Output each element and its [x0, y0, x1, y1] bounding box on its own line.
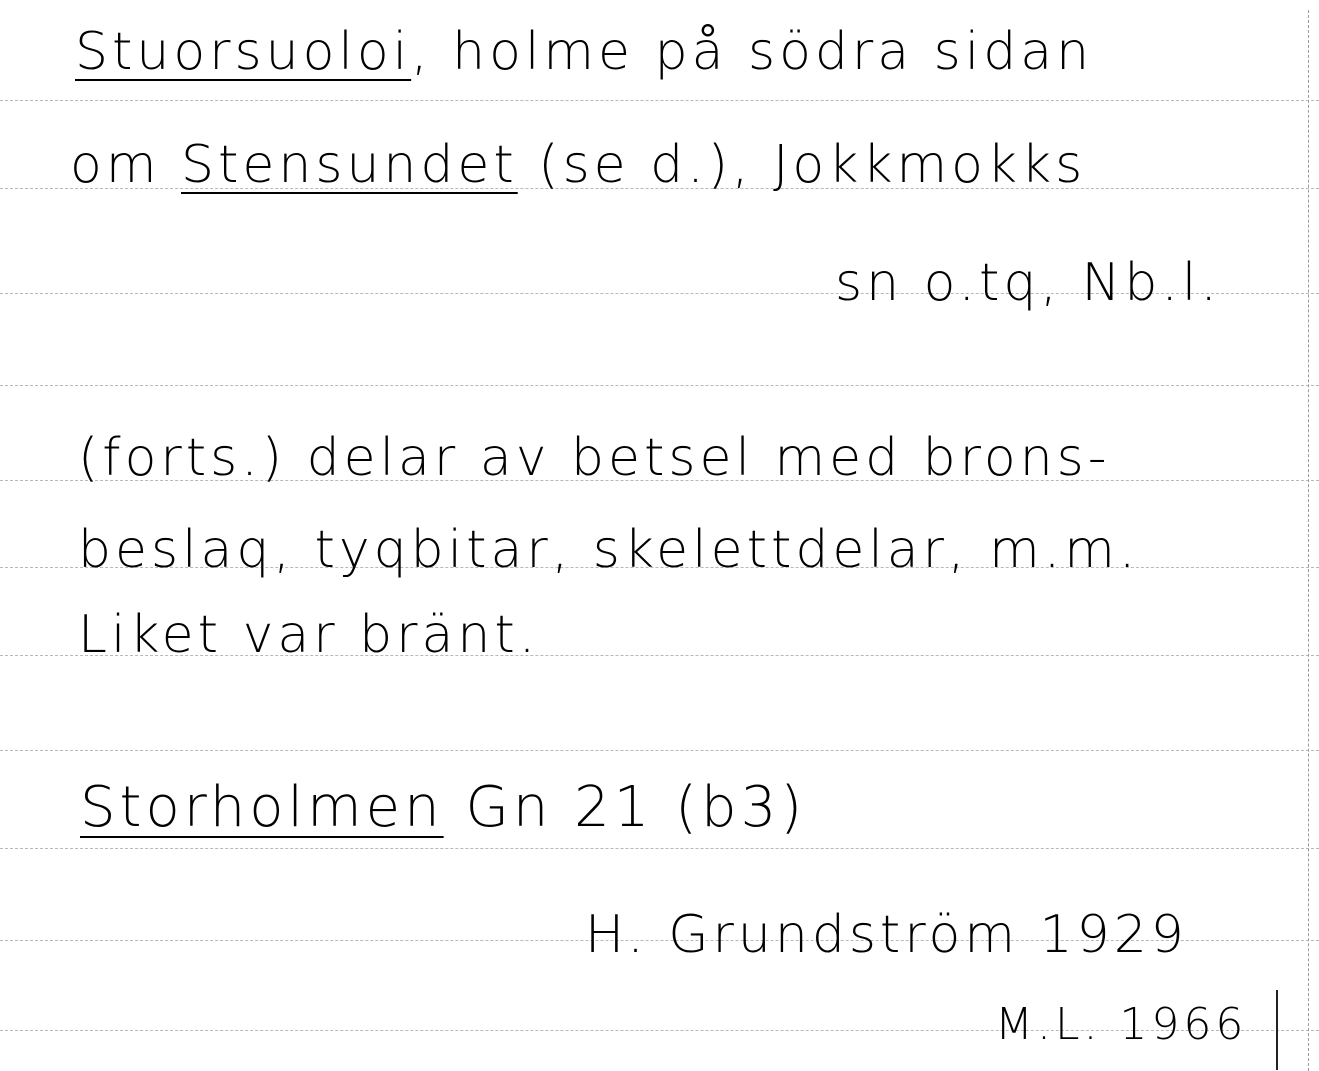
- parish-reference: sn o.tq, Nb.l.: [835, 253, 1221, 313]
- parish-text: (se d.), Jokkmokks: [538, 135, 1087, 195]
- ruled-line: [0, 750, 1319, 751]
- body-line-3: Liket var bränt.: [78, 605, 540, 665]
- entry-prefix: om: [70, 135, 161, 195]
- margin-stroke: [1276, 990, 1278, 1070]
- body-line-1: (forts.) delar av betsel med brons-: [78, 428, 1111, 488]
- location-line: [80, 775, 807, 840]
- ruled-line: [0, 100, 1319, 101]
- location-reference: Gn 21 (b3): [465, 775, 807, 840]
- reference-place: Stensundet: [181, 135, 518, 195]
- body-line-2: beslaq, tyqbitar, skelettdelar, m.m.: [78, 520, 1140, 580]
- entry-line-1: [75, 22, 1093, 82]
- margin-line: [1308, 10, 1309, 1071]
- collector-signature: H. Grundström 1929: [585, 905, 1188, 965]
- entry-line-2: [70, 135, 1086, 195]
- entry-description: , holme på södra sidan: [411, 22, 1094, 82]
- archive-mark: M.L. 1966: [995, 999, 1248, 1050]
- headword: Stuorsuoloi: [75, 22, 412, 82]
- ruled-line: [0, 848, 1319, 849]
- location-name: Storholmen: [80, 775, 444, 840]
- ruled-line: [0, 385, 1319, 386]
